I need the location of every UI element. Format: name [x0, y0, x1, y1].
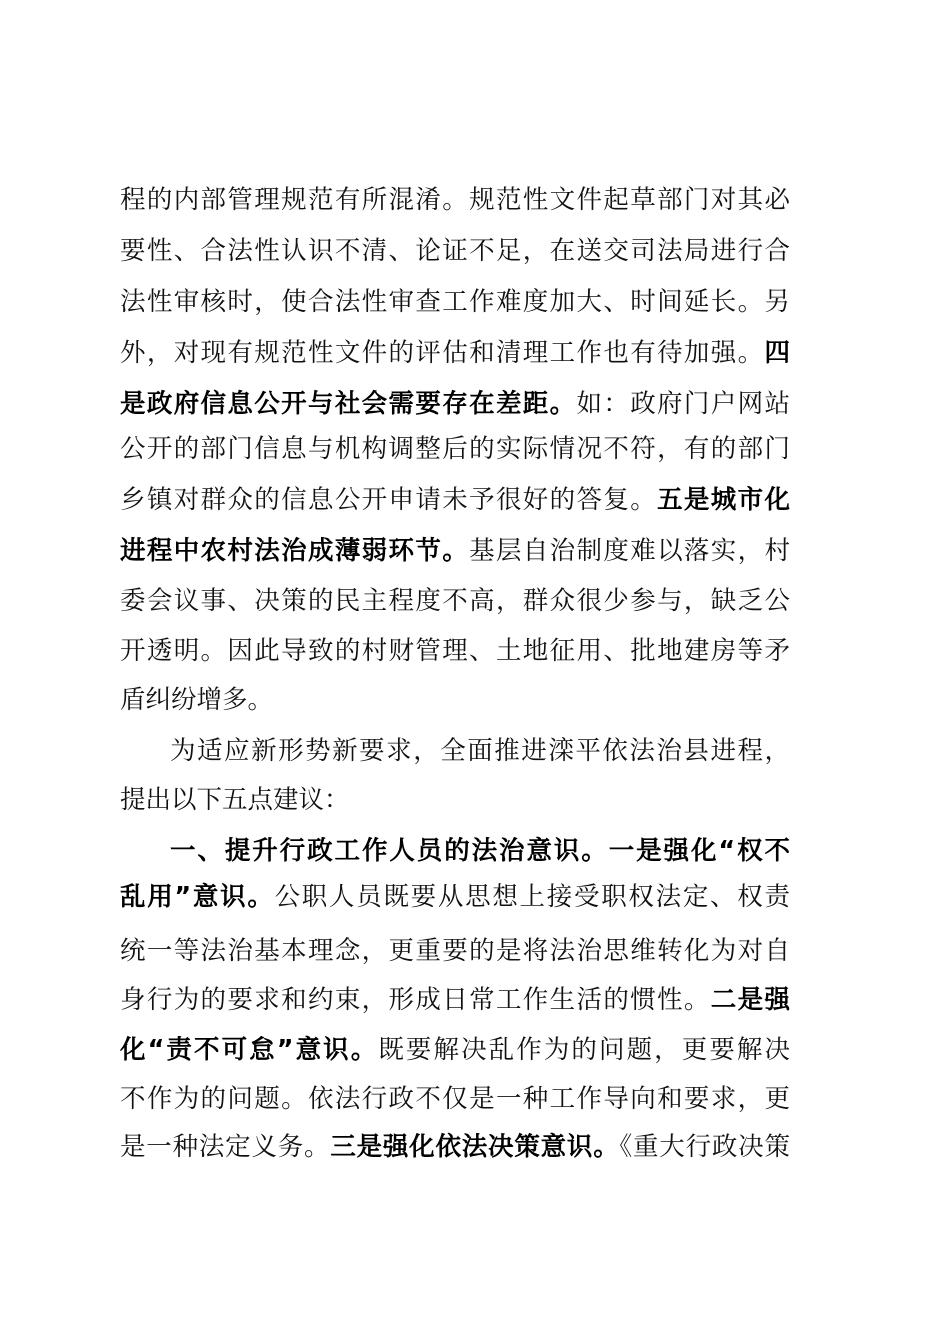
text-segment: 外，对现有规范性文件的评估和清理工作也有待加强。 [120, 338, 765, 368]
bold-text-segment: 二是强 [710, 985, 790, 1015]
text-segment: 为适应新形势新要求，全面推进滦平依法治县进程， [170, 736, 790, 766]
text-segment: 《重大行政决策 [619, 1132, 790, 1162]
bold-text-segment: 一、提升行政工作人员的法治意识。一是强化“权不 [170, 836, 790, 866]
text-line [120, 529, 790, 573]
text-line [120, 229, 790, 273]
bold-text-segment: 乱用”意识。 [120, 882, 275, 912]
text-line [120, 382, 790, 426]
text-segment: 开透明。因此导致的村财管理、土地征用、批地建房等矛 [120, 636, 790, 666]
text-segment: 身行为的要求和约束，形成日常工作生活的惯性。 [120, 985, 711, 1015]
text-segment: 如：政府门户网站 [576, 389, 790, 419]
text-line [120, 1125, 790, 1169]
text-line [120, 875, 790, 919]
bold-text-segment: 进程中农村法治成薄弱环节。 [120, 536, 470, 566]
bold-text-segment: 四 [764, 338, 790, 368]
text-segment: 基层自治制度难以落实，村 [469, 536, 790, 566]
text-segment: 盾纠纷增多。 [120, 685, 274, 715]
text-segment: 委会议事、决策的民主程度不高，群众很少参与，缺乏公 [120, 586, 790, 616]
text-segment: 法性审核时，使合法性审查工作难度加大、时间延长。另 [120, 287, 790, 317]
text-line [120, 178, 790, 222]
text-segment: 程的内部管理规范有所混淆。规范性文件起草部门对其必 [120, 185, 790, 215]
text-segment: 既要解决乱作为的问题，更要解决 [378, 1035, 790, 1065]
text-line [170, 729, 790, 773]
bold-text-segment: 三是强化依法决策意识。 [330, 1132, 620, 1162]
text-line [120, 427, 790, 471]
text-line [120, 978, 790, 1022]
bold-text-segment: 五是城市化 [657, 485, 790, 515]
bold-text-segment: 是政府信息公开与社会需要存在差距。 [120, 389, 577, 419]
text-line [120, 1028, 790, 1072]
text-segment: 公职人员既要从思想上接受职权法定、权责 [274, 882, 790, 912]
text-segment: 提出以下五点建议： [120, 785, 350, 815]
text-line [120, 280, 790, 324]
text-line [120, 331, 790, 375]
text-segment: 不作为的问题。依法行政不仅是一种工作导向和要求，更 [120, 1084, 790, 1114]
text-line [120, 629, 790, 673]
bold-text-segment: 化“责不可怠”意识。 [120, 1035, 379, 1065]
text-segment: 公开的部门信息与机构调整后的实际情况不符，有的部门 [120, 434, 790, 464]
text-line [120, 778, 790, 822]
text-segment: 要性、合法性认识不清、论证不足，在送交司法局进行合 [120, 236, 790, 266]
text-line [120, 678, 790, 722]
text-segment: 乡镇对群众的信息公开申请未予很好的答复。 [120, 485, 658, 515]
text-segment: 统一等法治基本理念，更重要的是将法治思维转化为对自 [120, 936, 790, 966]
text-line [120, 1077, 790, 1121]
text-line [170, 829, 790, 873]
text-line [120, 929, 790, 973]
text-line [120, 478, 790, 522]
text-segment: 是一种法定义务。 [120, 1132, 331, 1162]
text-line [120, 579, 790, 623]
